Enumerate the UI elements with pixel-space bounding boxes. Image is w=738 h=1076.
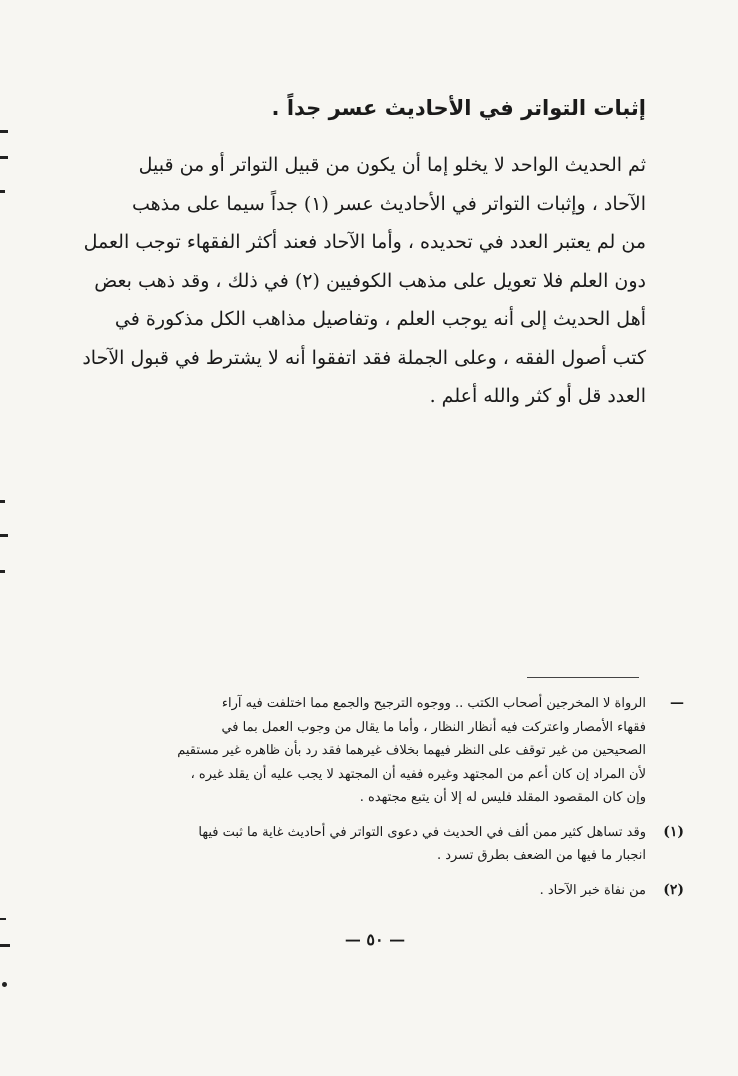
footnote-line: وقد تساهل كثير ممن ألف في الحديث في دعوى التواتر في أحاديث غاية ما ثبت فيها — [198, 824, 646, 840]
body-line: من لم يعتبر العدد في تحديده ، وأما الآحاد فعند أكثر الفقهاء توجب العمل — [83, 231, 646, 253]
footnote-separator — [527, 677, 639, 678]
body-paragraph — [82, 146, 646, 416]
footnote-continued — [86, 692, 684, 810]
body-line: دون العلم فلا تعويل على مذهب الكوفيين (٢) في ذلك ، وقد ذهب بعض — [94, 269, 646, 292]
footnote-2 — [86, 879, 684, 903]
scan-margin-mark — [0, 500, 5, 503]
footnote-line: انجبار ما فيها من الضعف بطرق تسرد . — [436, 848, 646, 863]
scan-margin-mark — [2, 982, 7, 987]
footnote-2-marker: (٢) — [663, 881, 684, 898]
scan-margin-mark — [0, 190, 5, 193]
footnote-1 — [86, 821, 684, 868]
scan-margin-mark — [0, 534, 8, 537]
page-number: — ٥٠ — — [344, 930, 406, 949]
scan-margin-mark — [0, 918, 6, 920]
footnote-line: من نفاة خبر الآحاد . — [539, 882, 646, 898]
footnote-line: الرواة لا المخرجين أصحاب الكتب .. ووجوه الترجيح والجمع مما اختلفت فيه آراء — [221, 696, 646, 711]
footnote-continued-marker: — — [670, 695, 684, 711]
body-line: كتب أصول الفقه ، وعلى الجملة فقد اتفقوا أنه لا يشترط في قبول الآحاد — [82, 346, 646, 369]
body-line: ثم الحديث الواحد لا يخلو إما أن يكون من قبيل التواتر أو من قبيل — [138, 154, 646, 176]
footnote-line: وإن كان المقصود المقلد فليس له إلا أن يتبع مجتهده . — [359, 790, 646, 805]
body-line: العدد قل أو كثر والله أعلم . — [429, 385, 646, 407]
body-line: أهل الحديث إلى أنه يوجب العلم ، وتفاصيل مذاهب الكل مذكورة في — [114, 308, 646, 330]
footnote-line: فقهاء الأمصار واعتركت فيه أنظار النظار ، وأما ما يقال من وجوب العمل بما في — [221, 719, 646, 735]
footnote-line: لأن المراد إن كان أعم من المجتهد وغيره ففيه أن المجتهد لا يجب عليه أن يقلد غيره ، — [190, 766, 646, 782]
scan-margin-mark — [0, 944, 10, 947]
footnote-line: الصحيحين من غير توقف على النظر فيهما بخلاف غيرهما فقد رد بأن ظاهره غير مستقيم — [177, 743, 646, 758]
body-line: الآحاد ، وإثبات التواتر في الأحاديث عسر (١) جداً سيما على مذهب — [131, 192, 646, 215]
scan-margin-mark — [0, 156, 8, 159]
footnotes-section — [86, 692, 684, 902]
footnote-1-marker: (١) — [663, 823, 684, 840]
scan-margin-mark — [0, 130, 8, 133]
section-heading: إثبات التواتر في الأحاديث عسر جداً . — [271, 96, 646, 120]
scan-margin-mark — [0, 570, 5, 573]
